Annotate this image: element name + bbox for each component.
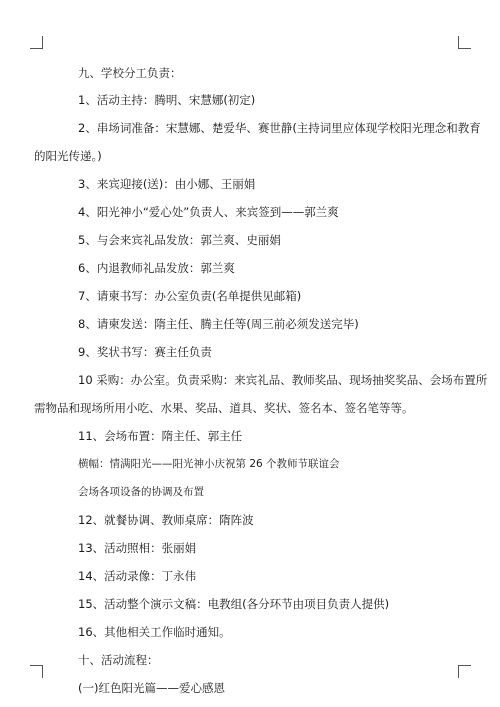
subsection-heading: (一)红色阳光篇——爱心感恩 xyxy=(78,681,225,695)
paragraph-line: 会场各项设备的协调及布置 xyxy=(78,486,204,498)
paragraph-line: 的阳光传递。) xyxy=(34,149,102,163)
paragraph-line: 横幅：情满阳光——阳光神小庆祝第 26 个教师节联谊会 xyxy=(78,458,340,470)
paragraph-line: 5、与会来宾礼品发放：郭兰爽、史丽娟 xyxy=(78,233,281,247)
paragraph-line: 需物品和现场所用小吃、水果、奖品、道具、奖状、签名本、签名笔等等。 xyxy=(34,401,414,415)
paragraph-line: 8、请柬发送：隋主任、腾主任等(周三前必须发送完毕) xyxy=(78,317,359,331)
section-heading-ten: 十、活动流程： xyxy=(78,653,159,667)
paragraph-line: 3、来宾迎接(送)：由小娜、王丽娟 xyxy=(78,177,256,191)
paragraph-line: 9、奖状书写：赛主任负责 xyxy=(78,345,212,359)
paragraph-line: 1、活动主持：腾明、宋慧娜(初定) xyxy=(78,93,256,107)
paragraph-line: 4、阳光神小“爱心处”负责人、来宾签到——郭兰爽 xyxy=(78,205,339,219)
crop-mark-top-left xyxy=(30,36,43,49)
paragraph-line: 16、其他相关工作临时通知。 xyxy=(78,625,231,639)
paragraph-line: 7、请柬书写：办公室负责(名单提供见邮箱) xyxy=(78,289,302,303)
paragraph-line: 13、活动照相：张丽娟 xyxy=(78,541,197,555)
section-heading-nine: 九、学校分工负责： xyxy=(78,66,182,80)
paragraph-line: 10 采购：办公室。负责采购：来宾礼品、教师奖品、现场抽奖奖品、会场布置所 xyxy=(78,373,488,387)
paragraph-line: 12、就餐协调、教师桌席：隋阵波 xyxy=(78,513,254,527)
paragraph-line: 6、内退教师礼品发放：郭兰爽 xyxy=(78,261,235,275)
paragraph-line: 15、活动整个演示文稿：电教组(各分环节由项目负责人提供) xyxy=(78,597,390,611)
paragraph-line: 14、活动录像：丁永伟 xyxy=(78,569,197,583)
crop-mark-top-right xyxy=(458,36,471,49)
paragraph-line: 2、串场词准备：宋慧娜、楚爱华、赛世静(主持词里应体现学校阳光理念和教育 xyxy=(78,121,481,135)
crop-mark-bottom-left xyxy=(30,665,43,678)
paragraph-line: 11、会场布置：隋主任、郭主任 xyxy=(78,429,243,443)
